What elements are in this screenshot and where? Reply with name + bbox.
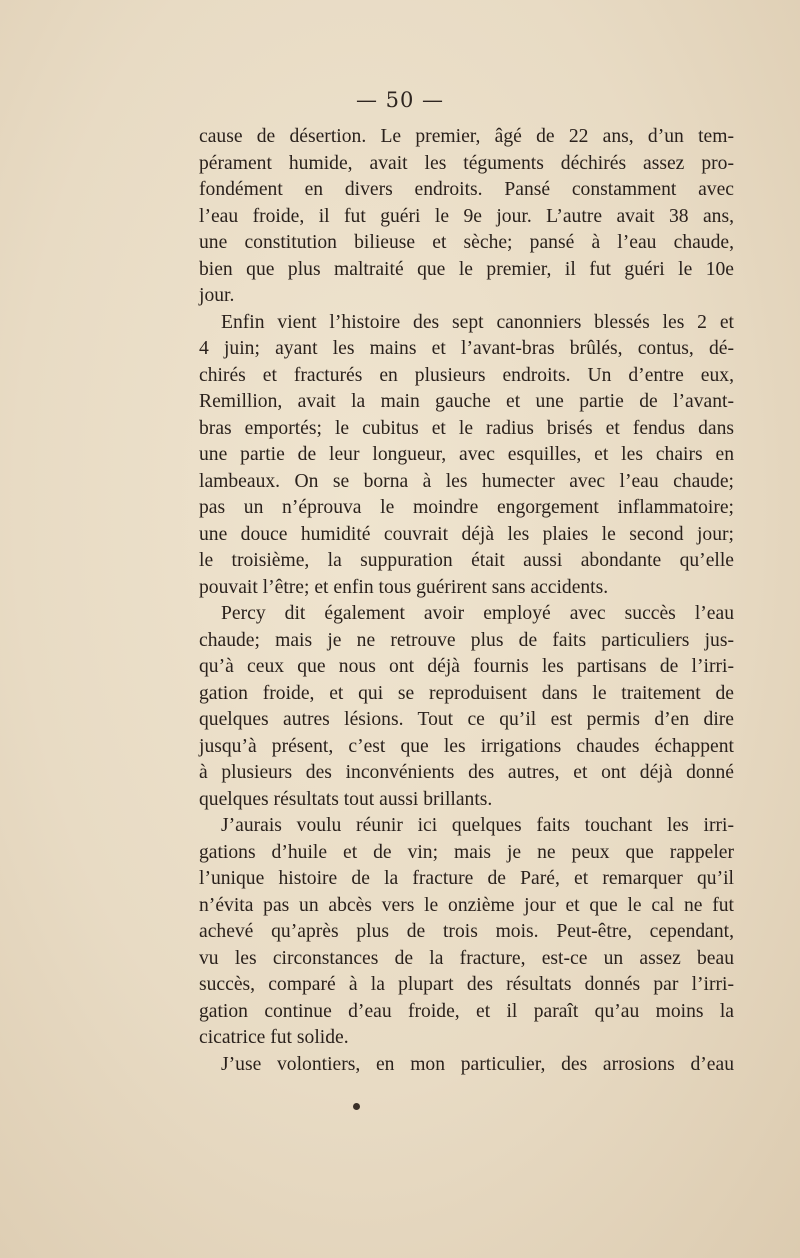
text-line: lambeaux. On se borna à les humecter avec l’eau chaude;	[199, 470, 734, 492]
text-line: cause de désertion. Le premier, âgé de 22 ans, d’un tem-	[199, 126, 734, 147]
text-line: bien que plus maltraité que le premier, il fut guéri le 10e	[199, 258, 734, 280]
text-line: J’aurais voulu réunir ici quelques faits touchant les irri-	[221, 815, 734, 836]
text-line: Remillion, avait la main gauche et une partie de l’avant-	[199, 391, 734, 412]
page-number: — 50 —	[355, 88, 445, 112]
text-line: fondément en divers endroits. Pansé constamment avec	[199, 179, 734, 200]
text-line: gation froide, et qui se reproduisent dans le traitement de	[199, 682, 734, 704]
text-line: une partie de leur longueur, avec esquilles, et les chairs en	[199, 444, 734, 465]
text-line: succès, comparé à la plupart des résultats donnés par l’irri-	[199, 974, 734, 995]
text-line: chaude; mais je ne retrouve plus de faits particuliers jus-	[199, 629, 734, 651]
text-line: à plusieurs des inconvénients des autres, et ont déjà donné	[199, 762, 734, 783]
body-text	[199, 124, 734, 1078]
text-line: pouvait l’être; et enfin tous guérirent sans accidents.	[199, 576, 609, 598]
text-line: Percy dit également avoir employé avec succès l’eau	[221, 603, 734, 624]
text-line: l’eau froide, il fut guéri le 9e jour. L’autre avait 38 ans,	[199, 205, 734, 227]
text-line: une constitution bilieuse et sèche; pansé à l’eau chaude,	[199, 232, 734, 253]
text-line: quelques autres lésions. Tout ce qu’il est permis d’en dire	[199, 709, 734, 730]
text-line: bras emportés; le cubitus et le radius brisés et fendus dans	[199, 417, 734, 439]
text-line: Enfin vient l’histoire des sept canonniers blessés les 2 et	[221, 311, 734, 333]
text-line: vu les circonstances de la fracture, est-ce un assez beau	[199, 947, 734, 969]
text-line: pas un n’éprouva le moindre engorgement inflammatoire;	[199, 497, 734, 518]
text-line: 4 juin; ayant les mains et l’avant-bras brûlés, contus, dé-	[199, 338, 734, 359]
text-line: n’évita pas un abcès vers le onzième jour et que le cal ne fut	[199, 894, 734, 916]
text-line: jour.	[199, 285, 235, 306]
text-line: le troisième, la suppuration était aussi abondante qu’elle	[199, 550, 734, 571]
text-line: jusqu’à présent, c’est que les irrigations chaudes échappent	[199, 735, 734, 757]
text-line: pérament humide, avait les téguments déchirés assez pro-	[199, 152, 734, 174]
text-line: chirés et fracturés en plusieurs endroits. Un d’entre eux,	[199, 364, 734, 386]
ink-blot	[353, 1103, 360, 1110]
text-line: qu’à ceux que nous ont déjà fournis les partisans de l’irri-	[199, 656, 734, 677]
text-line: l’unique histoire de la fracture de Paré, et remarquer qu’il	[199, 868, 734, 889]
text-line: une douce humidité couvrait déjà les plaies le second jour;	[199, 523, 734, 545]
text-line: quelques résultats tout aussi brillants.	[199, 788, 493, 810]
text-line: gations d’huile et de vin; mais je ne peux que rappeler	[199, 841, 734, 863]
text-line: achevé qu’après plus de trois mois. Peut-être, cependant,	[199, 921, 734, 942]
text-line: J’use volontiers, en mon particulier, des arrosions d’eau	[221, 1053, 734, 1075]
text-line: gation continue d’eau froide, et il paraît qu’au moins la	[199, 1000, 734, 1022]
text-line: cicatrice fut solide.	[199, 1027, 349, 1048]
